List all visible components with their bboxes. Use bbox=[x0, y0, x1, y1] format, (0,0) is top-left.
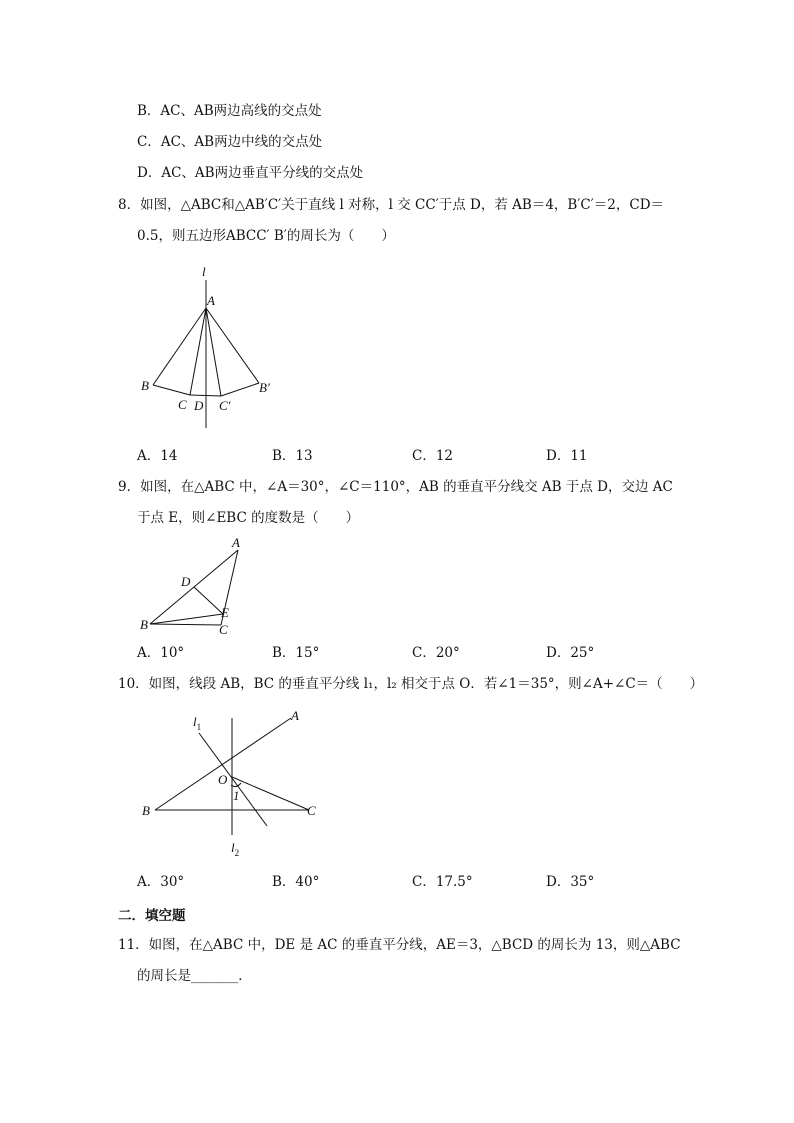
q11-stem-line2 bbox=[137, 967, 252, 985]
q10-stem-line1: 10．如图，线段 AB，BC 的垂直平分线 l₁，l₂ 相交于点 O．若∠1＝35°，则∠A+∠C＝（ ） bbox=[118, 676, 704, 692]
section-fill-in-title: 二．填空题 bbox=[118, 908, 186, 924]
q7-option-d: D．AC、AB两边垂直平分线的交点处 bbox=[137, 165, 364, 181]
q9-stem-line1: 9．如图，在△ABC 中，∠A＝30°，∠C＝110°，AB 的垂直平分线交 AB 于点 D，交边 AC bbox=[118, 479, 673, 495]
q9-option-d: D．25° bbox=[546, 645, 595, 661]
q9-label-b: B bbox=[140, 617, 148, 632]
q8-option-b: B．13 bbox=[272, 448, 313, 464]
q9-option-c: C．20° bbox=[412, 645, 460, 661]
q8-label-c-prime: C′ bbox=[219, 398, 231, 413]
q10-segment-ba bbox=[155, 718, 291, 810]
q8-stem-line2: 0.5，则五边形ABCC′ B′的周长为（ ） bbox=[137, 228, 395, 244]
q10-label-l1: $l_1$ bbox=[193, 714, 202, 732]
q9-label-e: E bbox=[221, 605, 229, 620]
q10-label-b: B bbox=[142, 803, 150, 818]
q10-label-l2: $l_2$ bbox=[231, 840, 240, 858]
q8-label-b-prime: B′ bbox=[259, 380, 270, 395]
q7-option-b: B．AC、AB两边高线的交点处 bbox=[137, 103, 322, 119]
q9-stem-line2: 于点 E，则∠EBC 的度数是（ ） bbox=[137, 510, 360, 526]
q9-label-d: D bbox=[181, 574, 191, 589]
q10-option-d: D．35° bbox=[546, 874, 595, 890]
q9-label-c: C bbox=[219, 622, 228, 637]
q8-label-b: B bbox=[141, 378, 149, 393]
q9-option-a: A．10° bbox=[137, 645, 185, 661]
q11-answer-blank[interactable]: _______ bbox=[191, 968, 239, 984]
q10-option-a: A．30° bbox=[137, 874, 185, 890]
q11-stem-line1: 11．如图，在△ABC 中，DE 是 AC 的垂直平分线，AE＝3，△BCD 的周长为 13，则△ABC bbox=[118, 937, 681, 953]
q9-option-b: B．15° bbox=[272, 645, 320, 661]
q10-line-l1 bbox=[199, 733, 267, 826]
q8-label-d: D bbox=[194, 398, 204, 413]
q10-label-o: O bbox=[218, 772, 228, 787]
q9-label-a: A bbox=[232, 535, 240, 550]
q11-stem-text: 的周长是 bbox=[137, 968, 191, 984]
q8-stem-line1: 8．如图，△ABC和△AB′C′关于直线 l 对称，l 交 CC′于点 D，若 AB＝4，B′C′＝2，CD＝ bbox=[118, 197, 665, 213]
q8-label-a: A bbox=[207, 293, 215, 308]
q8-option-a: A．14 bbox=[137, 448, 178, 464]
q8-option-c: C．12 bbox=[412, 448, 454, 464]
q10-label-a: A bbox=[291, 708, 299, 723]
q11-stem-end: ． bbox=[238, 968, 252, 984]
q10-option-c: C．17.5° bbox=[412, 874, 473, 890]
q8-option-d: D．11 bbox=[546, 448, 588, 464]
q10-option-b: B．40° bbox=[272, 874, 320, 890]
q10-label-c: C bbox=[307, 803, 316, 818]
q8-label-l: l bbox=[202, 264, 206, 279]
q7-option-c: C．AC、AB两边中线的交点处 bbox=[137, 134, 323, 150]
q10-label-angle-1: 1 bbox=[233, 788, 240, 803]
q8-label-c: C bbox=[178, 397, 187, 412]
